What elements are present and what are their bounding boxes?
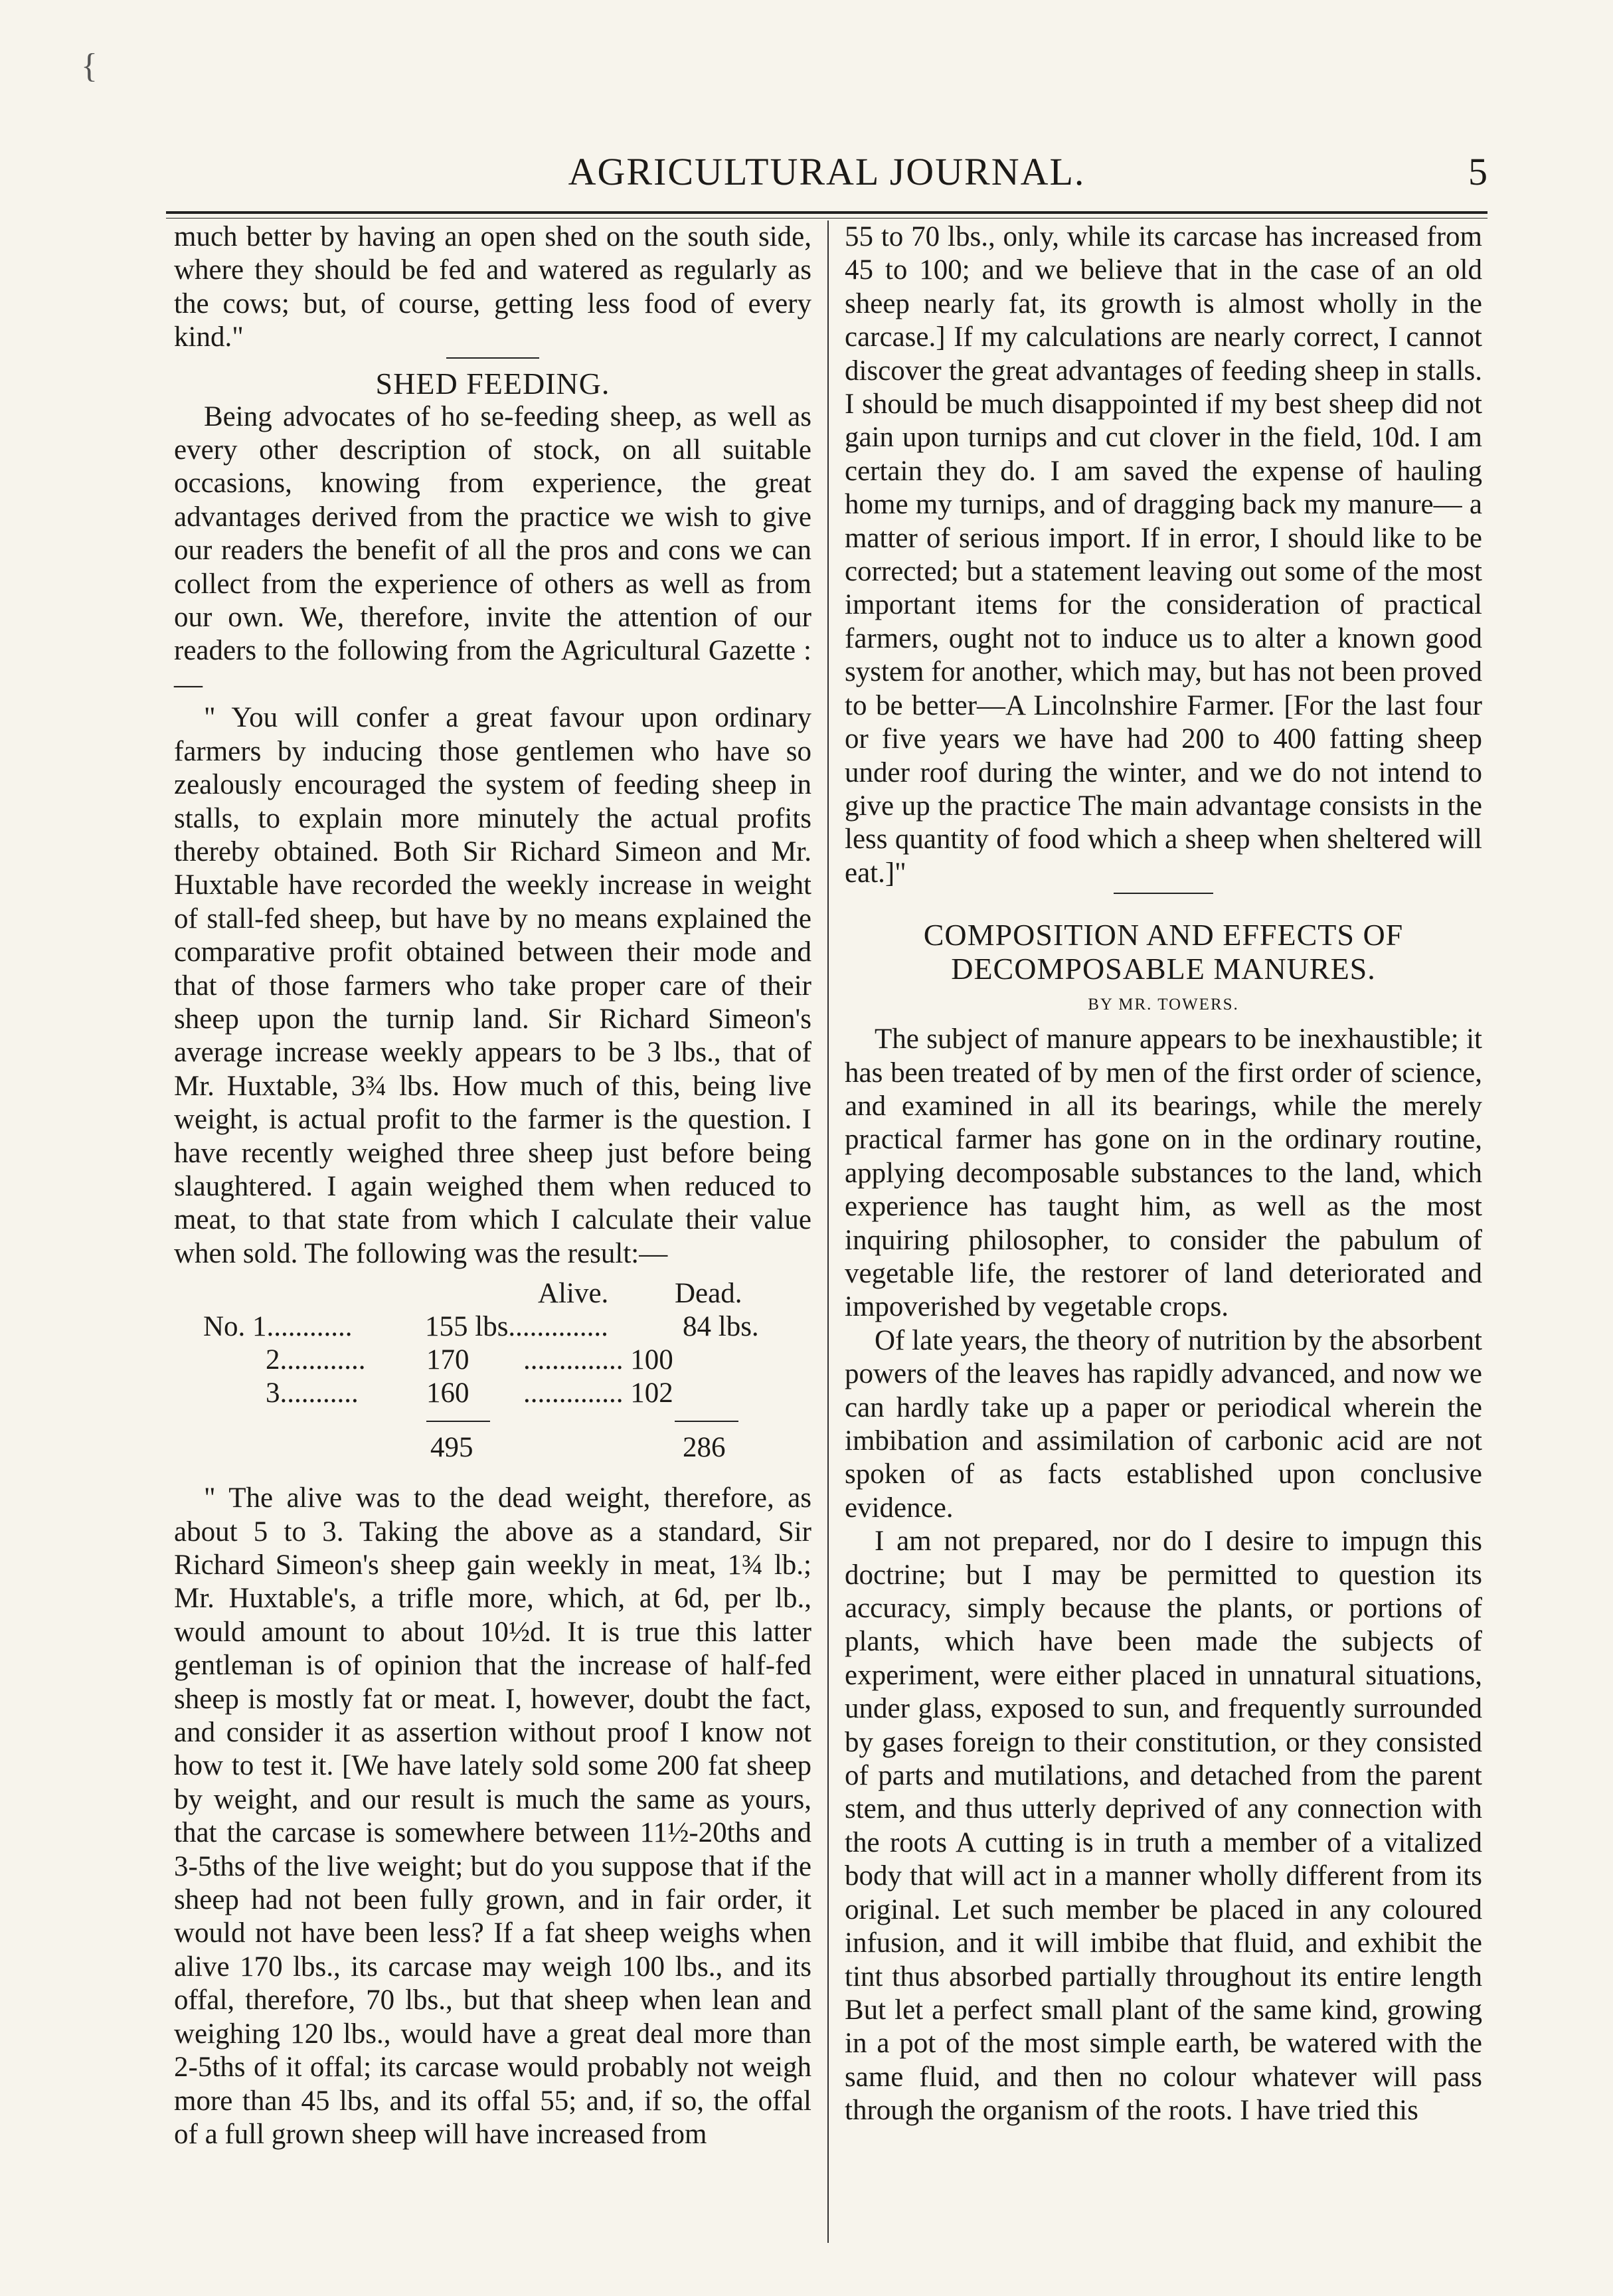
sum-rule-dead bbox=[675, 1421, 738, 1422]
section-heading-shed-feeding: SHED FEEDING. bbox=[375, 366, 610, 400]
sum-rule-alive bbox=[426, 1421, 490, 1422]
paragraph: Being advocates of ho se-feeding sheep, as well as every other description of stock, on all suitable occasions, knowing from experience, the great advantages derived from the practice we wish to give our readers the benefit of all the pros and cons we can collect from the experience of others as well as from our own. We, therefore, invite the attention of our readers to the following from the Agricultural Gazette :— bbox=[174, 400, 811, 700]
margin-mark: { bbox=[81, 47, 98, 85]
paragraph: " The alive was to the dead weight, therefore, as about 5 to 3. Taking the above as a standard, Sir Richard Simeon's sheep gain weekly in meat, 1¾ lb.; Mr. Huxtable's, a trifle more, which, at 6d, per lb., would amount to about 10½d. It is true this latter gentleman is of opinion that the increase of half-fed sheep is mostly fat or meat. I, however, doubt the fact, and consider it as assertion without proof I know not how to test it. [We have lately sold some 200 fat sheep by weight, and our result is much the same as yours, that the carcase is somewhere between 11½-20ths and 3-5ths of the live weight; but do you suppose that if the sheep had not been fully grown, and in fair order, it would not have been less? If a fat sheep weighs when alive 170 lbs., its carcase may weigh 100 lbs., and its offal, therefore, 70 lbs., but that sheep when lean and weighing 120 lbs., would have a great deal more than 2-5ths of it offal; its carcase would probably not weigh more than 45 lbs, and its offal 55; and, if so, the offal of a full grown sheep will have increased from bbox=[174, 1482, 811, 2150]
table-cell-dead: .............. 102 bbox=[523, 1377, 673, 1409]
article-heading-line-2: DECOMPOSABLE MANURES. bbox=[951, 952, 1376, 986]
table-cell-alive: 160 bbox=[426, 1377, 469, 1409]
table-header-alive: Alive. bbox=[538, 1278, 609, 1310]
section-divider bbox=[446, 357, 539, 359]
journal-title: AGRICULTURAL JOURNAL. bbox=[568, 150, 1086, 193]
continued-paragraph: 55 to 70 lbs., only, while its carcase has increased from 45 to 100; and we believe that in the case of an old sheep nearly fat, its growth is almost wholly in the carcase.] If my calculations are nearly correct, I cannot discover the great advantages of feeding sheep in stalls. I should be much disappointed if my best sheep did not gain upon turnips and cut clover in the field, 10d. I am certain they do. I am saved the expense of hauling home my turnips, and of dragging back my manure— a matter of serious import. If in error, I should like to be corrected; but a statement leaving out some of the most important items for the consideration of practical farmers, ought not to induce us to alter a known good system for another, which may, but has not been proved to be better—A Lincolnshire Farmer. [For the last four or five years we have had 200 to 400 fatting sheep under roof during the winter, and we do not intend to give up the practice The main advantage consists in the less quantity of food which a sheep when sheltered will eat.]" bbox=[845, 221, 1482, 889]
table-cell-dead: 84 lbs. bbox=[683, 1311, 759, 1343]
paragraph: I am not prepared, nor do I desire to impugn this doctrine; but I may be permitted to question its accuracy, simply because the plants, or portions of plants, which have been made the subjects of experiment, were either placed in unnatural situations, under glass, exposed to sun, and frequently surrounded by gases foreign to their constitution, or they consisted of parts and mutilations, and detached from the parent stem, and thus utterly deprived of any connection with the roots A cutting is in truth a member of a vitalized body that will act in a manner wholly different from its original. Let such member be placed in any coloured infusion, and it will imbibe that fluid, and exhibit the tint thus absorbed partially throughout its entire length But let a perfect small plant of the same kind, growing in a pot of the most simple earth, be watered with the same fluid, and then no colour whatever will pass through the organism of the roots. I have tried this bbox=[845, 1526, 1482, 2127]
right-column bbox=[845, 221, 1482, 2128]
author-byline: BY MR. TOWERS. bbox=[1088, 996, 1239, 1014]
paragraph: The subject of manure appears to be inexhaustible; it has been treated of by men of the first order of science, and examined in all its bearings, while the merely practical farmer has gone on in the ordinary routine, applying decomposable substances to the land, which experience has taught him, as well as the most inquiring philosopher, to consider the pabulum of vegetable life, the restorer of land deteriorated and impoverished by vegetable crops. bbox=[845, 1023, 1482, 1323]
table-total-dead: 286 bbox=[683, 1432, 726, 1464]
table-total-alive: 495 bbox=[430, 1432, 473, 1464]
page-number: 5 bbox=[1468, 150, 1487, 193]
table-row-label: 3........... bbox=[266, 1377, 359, 1409]
section-divider bbox=[1114, 893, 1213, 894]
header-rule bbox=[166, 211, 1487, 219]
article-heading-line-1: COMPOSITION AND EFFECTS OF bbox=[923, 918, 1404, 952]
table-cell-alive: 155 lbs.............. bbox=[425, 1311, 608, 1343]
table-row-label: No. 1............ bbox=[203, 1311, 353, 1343]
left-column bbox=[174, 221, 811, 2151]
paragraph: " You will confer a great favour upon ordinary farmers by inducing those gentlemen who have so zealously encouraged the system of feeding sheep in stalls, to explain more minutely the actual profits thereby obtained. Both Sir Richard Simeon and Mr. Huxtable have recorded the weekly increase in weight of stall-fed sheep, but have by no means explained the comparative profit obtained between their mode and that of those farmers who take proper care of their sheep upon the turnip land. Sir Richard Simeon's average increase weekly appears to be 3 lbs., that of Mr. Huxtable, 3¾ lbs. How much of this, being live weight, is actual profit to the farmer is the question. I have recently weighed three sheep just before being slaughtered. I again weighed them when reduced to meat, to that state from which I calculate their value when sold. The following was the result:— bbox=[174, 702, 811, 1269]
table-cell-dead: .............. 100 bbox=[523, 1344, 673, 1376]
column-divider bbox=[827, 221, 829, 2243]
table-row-label: 2............ bbox=[266, 1344, 366, 1376]
running-header bbox=[166, 149, 1487, 197]
continued-paragraph: much better by having an open shed on the south side, where they should be fed and watered as regularly as the cows; but, of course, getting less food of every kind." bbox=[174, 221, 811, 353]
weights-table bbox=[174, 1272, 811, 1474]
table-cell-alive: 170 bbox=[426, 1344, 469, 1376]
table-header-dead: Dead. bbox=[675, 1278, 742, 1310]
paragraph: Of late years, the theory of nutrition by the absorbent powers of the leaves has rapidly advanced, and now we can hardly take up a paper or periodical wherein the imbibation and assimilation of carbonic acid are not spoken of as facts established upon conclusive evidence. bbox=[845, 1324, 1482, 1524]
